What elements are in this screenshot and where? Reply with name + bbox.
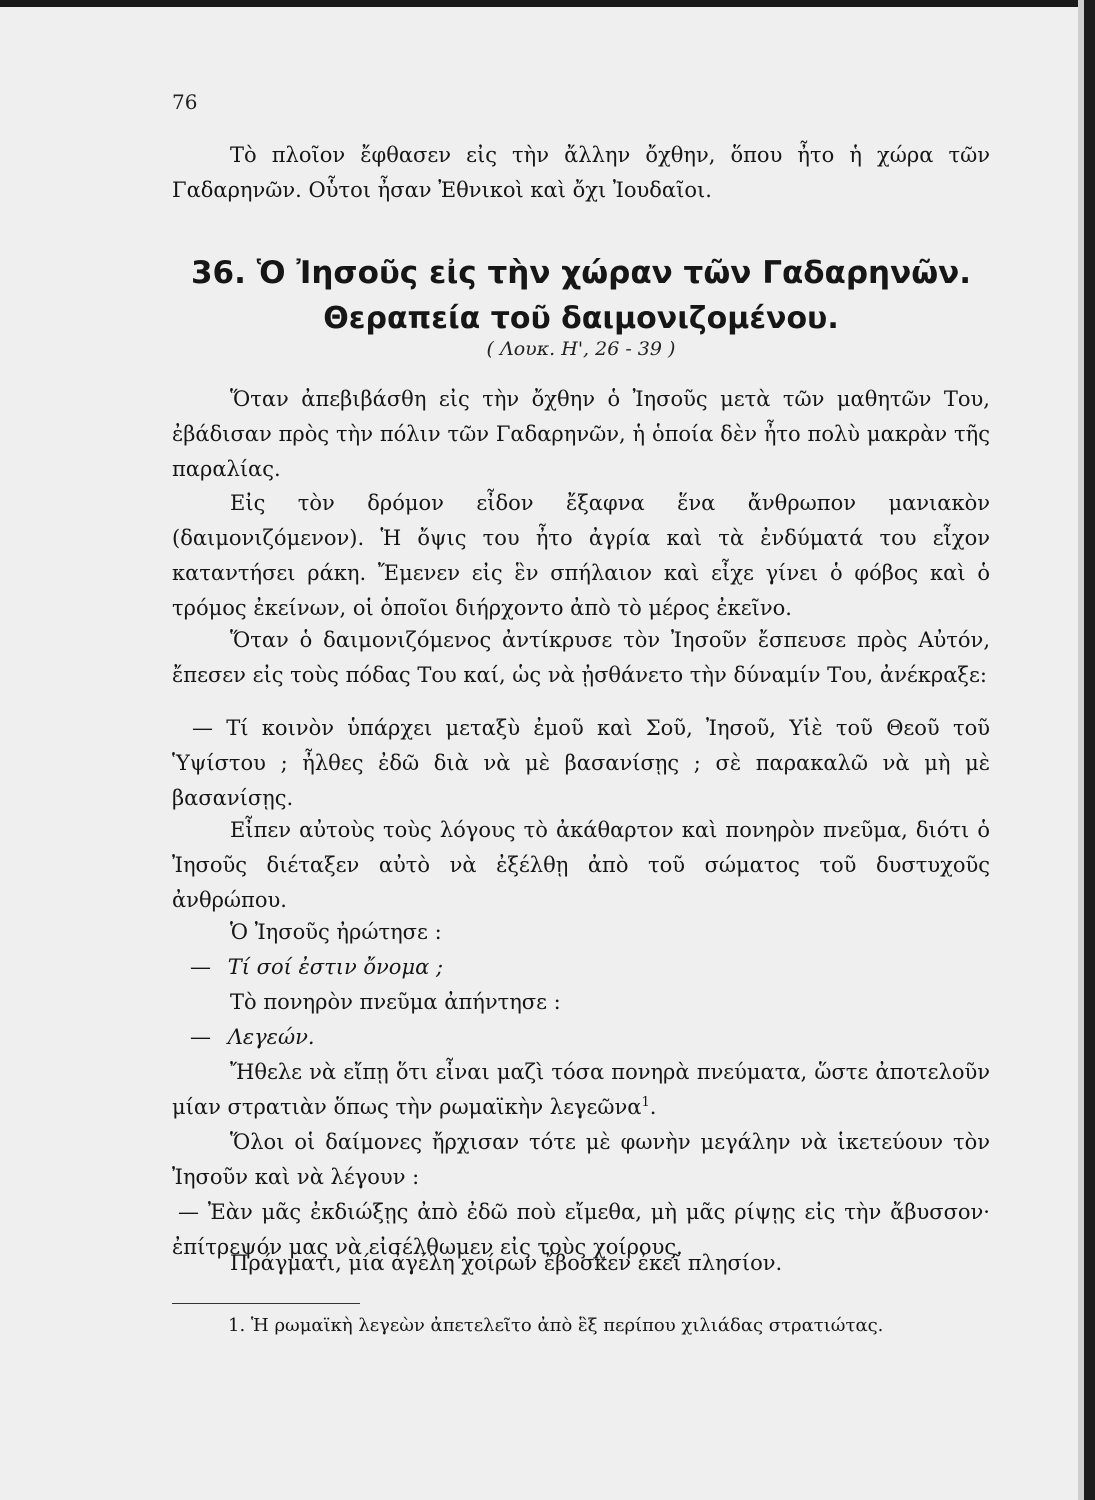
paragraph-3: Ὅταν ὁ δαιμονιζόμενος ἀντίκρυσε τὸν Ἰησοῦν ἔσπευσε πρὸς Αὐτόν, ἔπεσεν εἰς τοὺς πόδας Του καί, ὡς νὰ ᾐσθάνετο τὴν δύναμίν Του, ἀνέκραξε: [172, 628, 990, 687]
paragraph-2: Εἰς τὸν δρόμον εἶδον ἔξαφνα ἕνα ἄνθρωπον μανιακὸν (δαιμονιζόμενον). Ἡ ὄψις του ἦτο ἀγρία καὶ τὰ ἐνδύματά του εἶχον καταντήσει ράκη. Ἔμενεν εἰς ἓν σπήλαιον καὶ εἶχε γίνει ὁ φόβος καὶ ὁ τρόμος ἐκείνων, οἱ ὁποῖοι διήρχοντο ἀπὸ τὸ μέρος ἐκεῖνο. [172, 491, 990, 620]
footnote: 1. Ἡ ρωμαϊκὴ λεγεὼν ἀπετελεῖτο ἀπὸ ἓξ περίπου χιλιάδας στρατιώτας. [228, 1315, 884, 1336]
paragraph-10-text: Ἤθελε νὰ εἴπῃ ὅτι εἶναι μαζὶ τόσα πονηρὰ πνεύματα, ὥστε ἀποτελοῦν μίαν στρατιὰν ὅπως τὴν ρωμαϊκὴν λεγεῶνα [172, 1060, 990, 1119]
paragraph-6: Ὁ Ἰησοῦς ἠρώτησε : [230, 920, 442, 944]
chapter-subtitle: Θεραπεία τοῦ δαιμονιζομένου. [323, 301, 839, 336]
chapter-title: 36. Ὁ Ἰησοῦς εἰς τὴν χώραν τῶν Γαδαρηνῶν. [190, 255, 972, 291]
dash: — [190, 955, 211, 979]
page-number: 76 [172, 90, 198, 114]
answer-italic: Λεγεών. [227, 1025, 315, 1049]
question-line [190, 950, 443, 985]
paragraph-1: Ὅταν ἀπεβιβάσθη εἰς τὴν ὄχθην ὁ Ἰησοῦς μετὰ τῶν μαθητῶν Του, ἐβάδισαν πρὸς τὴν πόλιν τῶν Γαδαρηνῶν, ἡ ὁποία δὲν ἦτο πολὺ μακρὰν τῆς παραλίας. [172, 387, 990, 481]
footnote-mark: 1 [641, 1095, 650, 1110]
scripture-citation: ( Λουκ. Η', 26 - 39 ) [486, 338, 676, 360]
paragraph-4: — Τί κοινὸν ὑπάρχει μεταξὺ ἐμοῦ καὶ Σοῦ, Ἰησοῦ, Υἱὲ τοῦ Θεοῦ τοῦ Ὑψίστου ; ἦλθες ἐδῶ διὰ νὰ μὲ βασανίσῃς ; σὲ παρακαλῶ νὰ μὴ μὲ βασανίσῃς. [172, 716, 990, 810]
intro-paragraph: Τὸ πλοῖον ἔφθασεν εἰς τὴν ἄλλην ὄχθην, ὅπου ἦτο ἡ χώρα τῶν Γαδαρηνῶν. Οὗτοι ἦσαν Ἐθνικοὶ καὶ ὄχι Ἰουδαῖοι. [172, 143, 990, 202]
paragraph-10 [172, 1055, 990, 1125]
footnote-divider [172, 1303, 360, 1304]
answer-line [190, 1020, 315, 1055]
paragraph-8: Τὸ πονηρὸν πνεῦμα ἀπήντησε : [230, 990, 561, 1014]
question-italic: Τί σοί ἐστιν ὄνομα ; [227, 955, 444, 979]
paragraph-5: Εἶπεν αὐτοὺς τοὺς λόγους τὸ ἀκάθαρτον καὶ πονηρὸν πνεῦμα, διότι ὁ Ἰησοῦς διέταξεν αὐτὸ νὰ ἐξέλθῃ ἀπὸ τοῦ σώματος τοῦ δυστυχοῦς ἀνθρώπου. [172, 818, 990, 912]
paragraph-10-end: . [649, 1095, 657, 1119]
paragraph-11: Ὅλοι οἱ δαίμονες ἤρχισαν τότε μὲ φωνὴν μεγάλην νὰ ἱκετεύουν τὸν Ἰησοῦν καὶ νὰ λέγουν : [172, 1130, 990, 1189]
paragraph-13: Πράγματι, μία ἀγέλη χοίρων ἔβοσκεν ἐκεῖ πλησίον. [230, 1251, 783, 1275]
dash: — [190, 1025, 211, 1049]
paragraph-12: — Ἐὰν μᾶς ἐκδιώξῃς ἀπὸ ἐδῶ ποὺ εἴμεθα, μὴ μᾶς ρίψῃς εἰς τὴν ἄβυσσον· ἐπίτρεψόν μας νὰ εἰσέλθωμεν εἰς τοὺς χοίρους. [172, 1200, 990, 1259]
scan-border-right [1084, 0, 1095, 1500]
